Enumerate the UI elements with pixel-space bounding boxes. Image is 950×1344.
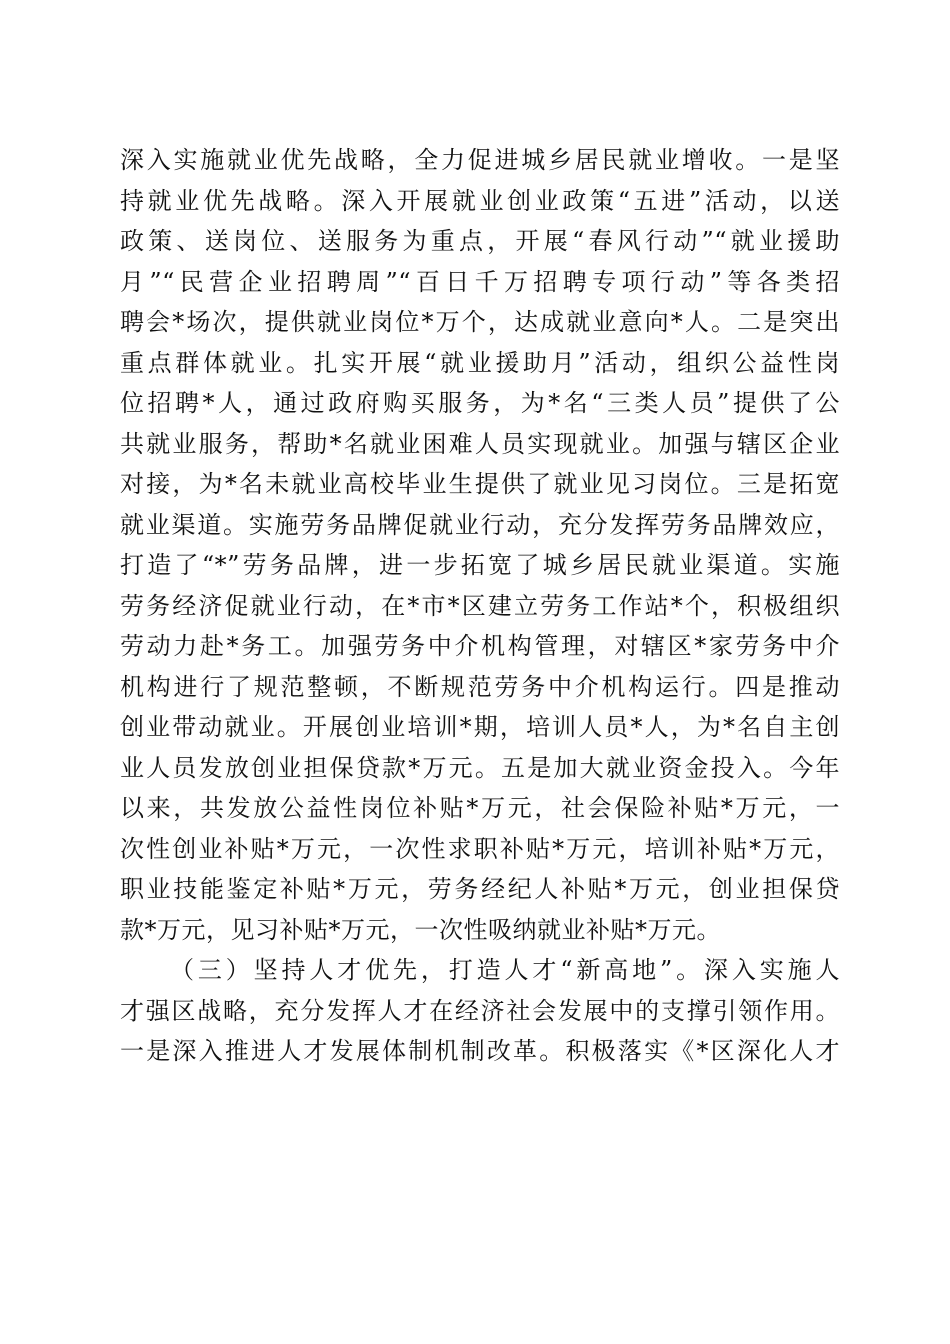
text-line: 劳务经济促就业行动，在*市*区建立劳务工作站*个，积极组织 [120,591,840,620]
text-line: 对接，为*名未就业高校毕业生提供了就业见习岗位。三是拓宽 [120,470,840,498]
text-line: 就业渠道。实施劳务品牌促就业行动，充分发挥劳务品牌效应， [120,510,840,539]
text-line: 政策、送岗位、送服务为重点，开展“春风行动”“就业援助 [120,227,840,255]
text-line: 聘会*场次，提供就业岗位*万个，达成就业意向*人。二是突出 [120,308,840,336]
text-line: 月”“民营企业招聘周”“百日千万招聘专项行动”等各类招 [120,267,840,296]
text-line: 业人员发放创业担保贷款*万元。五是加大就业资金投入。今年 [120,753,840,782]
text-line: 职业技能鉴定补贴*万元，劳务经纪人补贴*万元，创业担保贷 [120,875,840,903]
text-line: 打造了“*”劳务品牌，进一步拓宽了城乡居民就业渠道。实施 [120,551,840,579]
text-line: 共就业服务，帮助*名就业困难人员实现就业。加强与辖区企业 [120,429,840,458]
text-line: 次性创业补贴*万元，一次性求职补贴*万元，培训补贴*万元， [120,834,840,863]
text-line: 深入实施就业优先战略，全力促进城乡居民就业增收。一是坚 [120,146,840,174]
text-line: 机构进行了规范整顿，不断规范劳务中介机构运行。四是推动 [120,672,840,701]
text-line: 才强区战略，充分发挥人才在经济社会发展中的支撑引领作用。 [120,996,840,1025]
text-line: 劳动力赴*务工。加强劳务中介机构管理，对辖区*家劳务中介 [120,632,840,660]
body-text [120,140,840,1072]
text-line: 位招聘*人，通过政府购买服务，为*名“三类人员”提供了公 [120,389,840,417]
text-line: 一是深入推进人才发展体制机制改革。积极落实《*区深化人才 [120,1037,840,1065]
text-line: 持就业优先战略。深入开展就业创业政策“五进”活动，以送 [120,186,840,215]
text-line: 创业带动就业。开展创业培训*期，培训人员*人，为*名自主创 [120,713,840,741]
section-heading-line: （三）坚持人才优先，打造人才“新高地”。深入实施人 [170,956,840,984]
text-line: 重点群体就业。扎实开展“就业援助月”活动，组织公益性岗 [120,348,840,377]
text-line: 款*万元，见习补贴*万元，一次性吸纳就业补贴*万元。 [120,915,721,944]
text-line: 以来，共发放公益性岗位补贴*万元，社会保险补贴*万元，一 [120,794,840,822]
